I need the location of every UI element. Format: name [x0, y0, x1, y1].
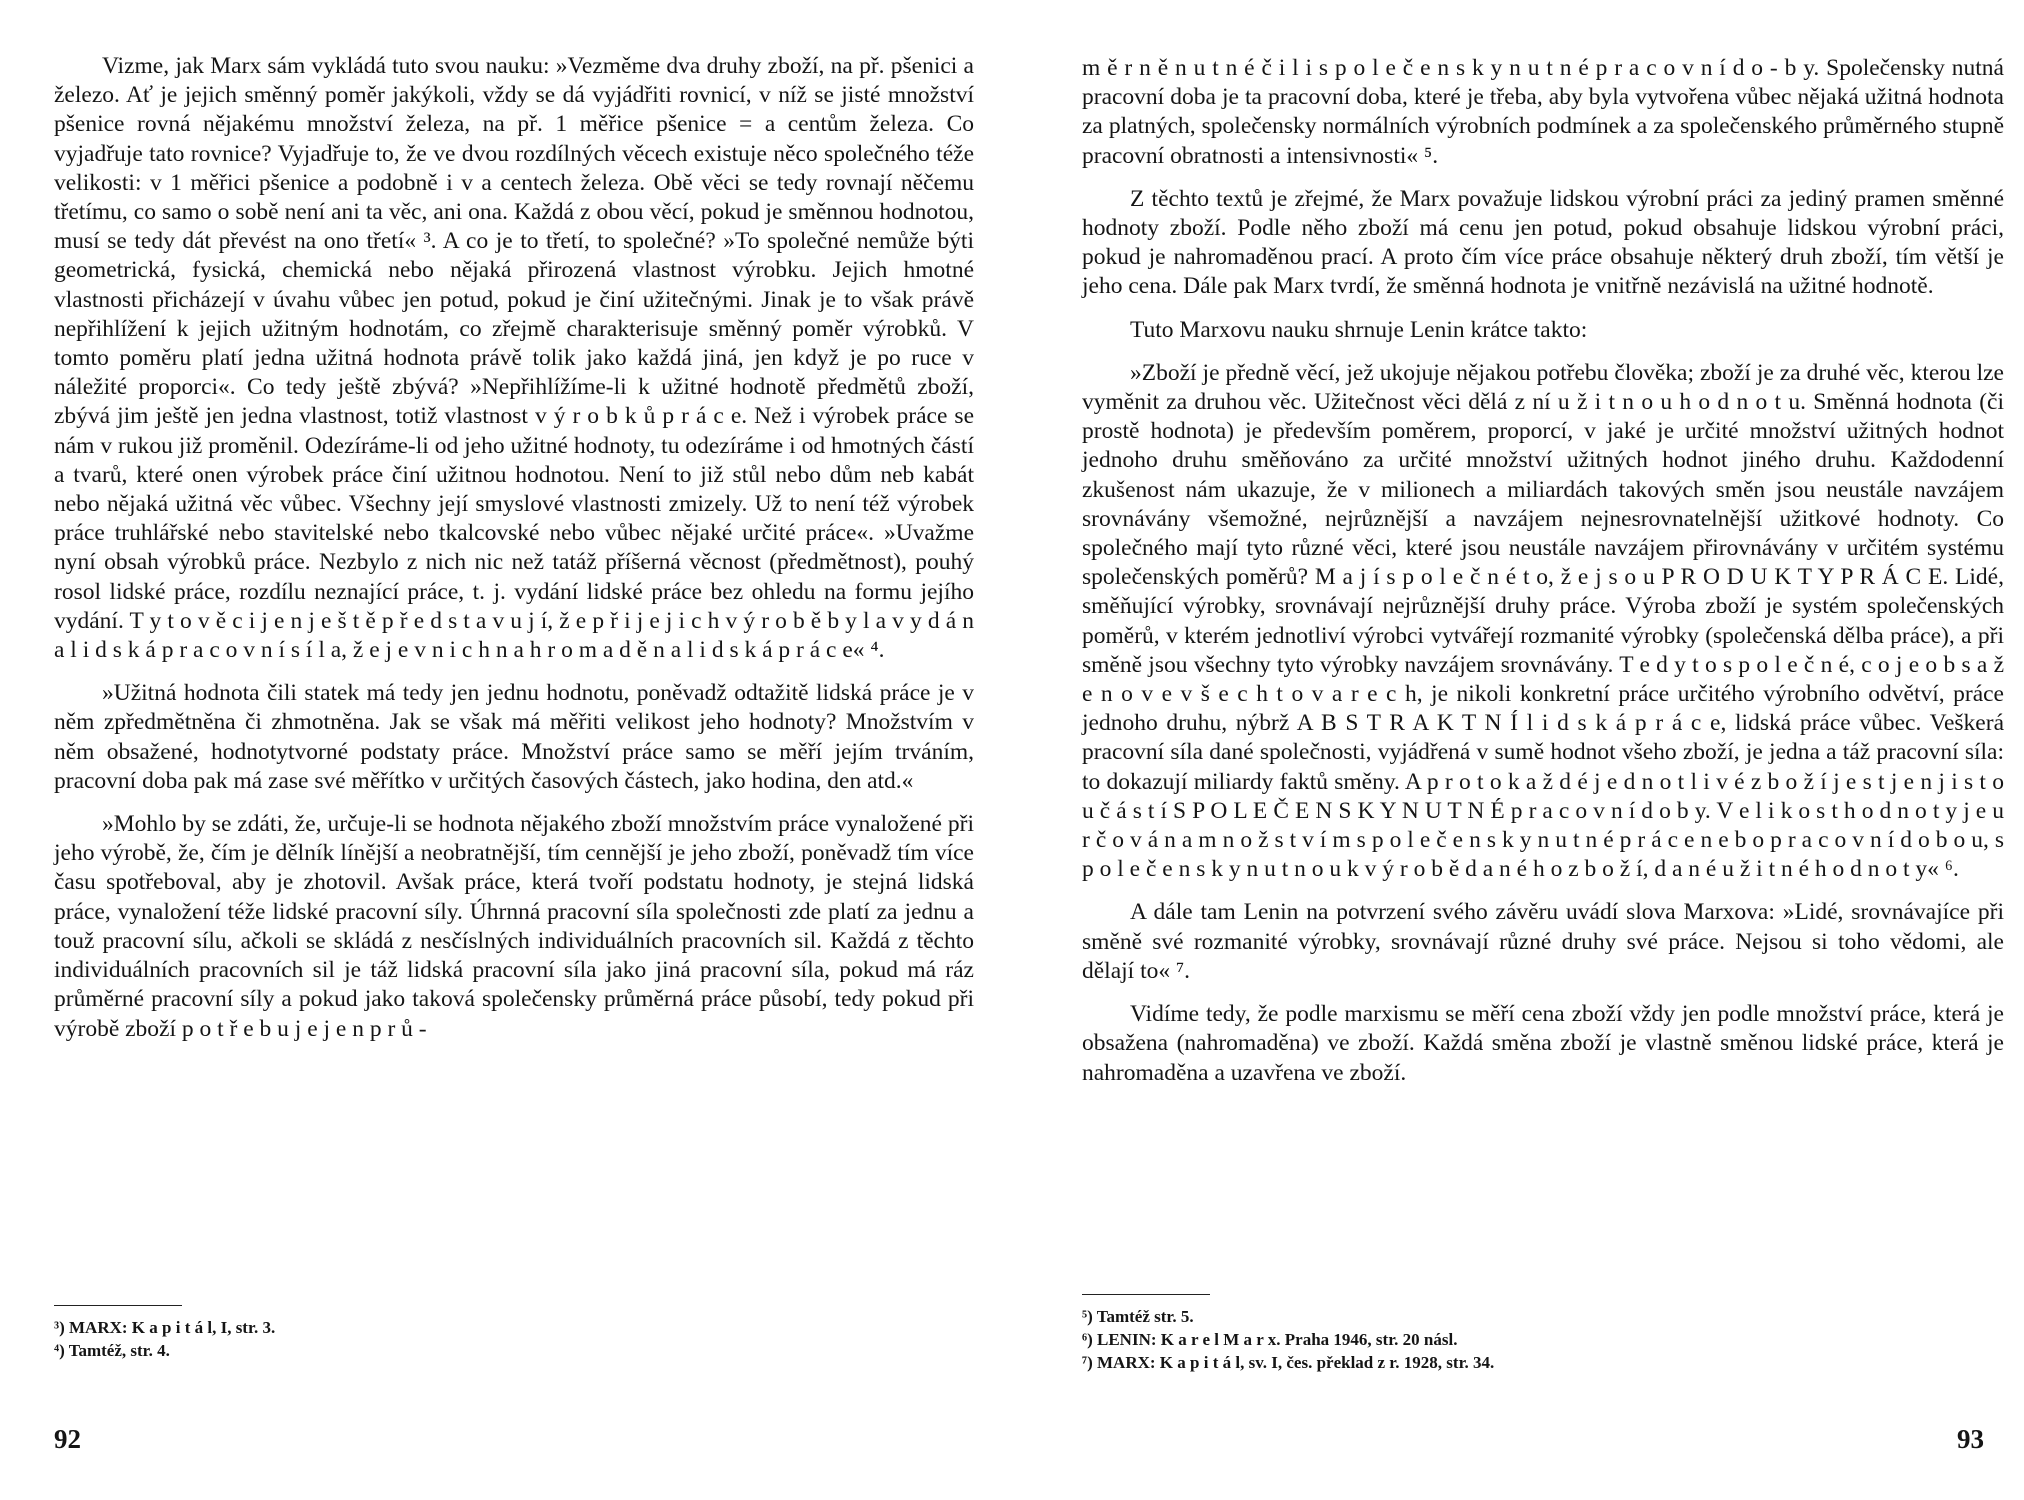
footnote-3: ³) MARX: K a p i t á l, I, str. 3. [54, 1318, 276, 1337]
right-paragraph-3: Tuto Marxovu nauku shrnuje Lenin krátce takto: [1130, 316, 1588, 343]
left-page-number: 92 [54, 1424, 81, 1454]
footnote-7: ⁷) MARX: K a p i t á l, sv. I, čes. překlad z r. 1928, str. 34. [1082, 1353, 1495, 1372]
footnote-divider [1082, 1294, 1210, 1295]
right-paragraph-1: m ě r n ě n u t n é č i l i s p o l e č e n s k y n u t n é p r a c o v n í d o - b y. Společensky nutná pracovní doba je ta pracovní doba, které je třeba, aby byla vytvořena vůbec nějaká užitná hodnota za platných, společensky normálních výrobních podmínek a za společenského průměrného stupně pracovní obratnosti a intensivnosti« ⁵. [1082, 55, 2004, 169]
right-footnotes [1082, 1294, 1782, 1374]
footnote-4: ⁴) Tamtéž, str. 4. [54, 1341, 170, 1360]
left-page-body [54, 52, 974, 1058]
right-paragraph-5: A dále tam Lenin na potvrzení svého závěru uvádí slova Marxova: »Lidé, srovnávajíce při směně své rozmanité výrobky, srovnávají různé druhy své práce. Nejsou si toho vědomi, ale dělají to« ⁷. [1082, 899, 2004, 984]
left-footnotes [54, 1305, 754, 1362]
right-page-number: 93 [1957, 1424, 1984, 1454]
right-page-body [1082, 54, 2004, 1102]
left-paragraph-3: »Mohlo by se zdáti, že, určuje-li se hodnota nějakého zboží množstvím práce vynaložené při jeho výrobě, že, čím je dělník línější a neobratnější, tím cennější je jeho zboží, poněvadž tím více času spotřeboval, aby je zhotovil. Avšak práce, která tvoří podstatu hodnoty, je stejná lidská práce, vynaložení téže lidské pracovní síly. Úhrnná pracovní síla společnosti zde platí za jednu a touž pracovní sílu, ačkoli se skládá z nesčíslných individuálních pracovních sil. Každá z těchto individuálních pracovních sil je táž lidská pracovní síla jako jiná pracovní síla, pokud má ráz průměrné pracovní síly a pokud jako taková společensky průměrná práce působí, tedy pokud při výrobě zboží p o t ř e b u j e j e n p r ů - [54, 811, 974, 1042]
footnote-divider [54, 1305, 182, 1306]
right-page [1012, 0, 2024, 1500]
footnote-6: ⁶) LENIN: K a r e l M a r x. Praha 1946, str. 20 násl. [1082, 1330, 1458, 1349]
right-paragraph-6: Vidíme tedy, že podle marxismu se měří cena zboží vždy jen podle množství práce, která je obsažena (nahromaděna) ve zboží. Každá směna zboží je vlastně směnou lidské práce, která je nahromaděna a uzavřena ve zboží. [1082, 1001, 2004, 1086]
left-paragraph-1: Vizme, jak Marx sám vykládá tuto svou nauku: »Vezměme dva druhy zboží, na př. pšenici a železo. Ať je jejich směnný poměr jakýkoli, vždy se dá vyjádřiti rovnicí, v níž se jisté množství pšenice rovná nějakému množství železa, na př. 1 měřice pšenice = a centům železa. Co vyjadřuje tato rovnice? Vyjadřuje to, že ve dvou rozdílných věcech existuje něco společného téže velikosti: v 1 měřici pšenice a podobně i v a centech železa. Obě věci se tedy rovnají něčemu třetímu, co samo o sobě není ani ta věc, ani ona. Každá z obou věcí, pokud je směnnou hodnotou, musí se tedy dát převést na ono třetí« ³. A co je to třetí, to společné? »To společné nemůže býti geometrická, fysická, chemická nebo nějaká přirozená vlastnost výrobku. Jejich hmotné vlastnosti přicházejí v úvahu vůbec jen potud, pokud je činí užitečnými. Jinak je to však právě nepřihlížení k jejich užitným hodnotám, co zřejmě charakterisuje směnný poměr výrobků. V tomto poměru platí jedna užitná hodnota právě tolik jako každá jiná, jen když je po ruce v náležité proporci«. Co tedy ještě zbývá? »Nepřihlížíme-li k užitné hodnotě předmětů zboží, zbývá jim ještě jen jedna vlastnost, totiž vlastnost v ý r o b k ů p r á c e. Než i výrobek práce se nám v rukou již proměnil. Odezíráme-li od jeho užitné hodnoty, tu odezíráme i od hmotných částí a tvarů, které onen výrobek práce činí užitnou hodnotou. Není to již stůl nebo dům neb kabát nebo nějaká užitná věc vůbec. Všechny její smyslové vlastnosti zmizely. Už to není též výrobek práce truhlářské nebo stavitelské nebo tkalcovské nebo vůbec nějaké určité práce«. »Uvažme nyní obsah výrobků práce. Nezbylo z nich nic než tatáž příšerná věcnost (předmětnost), pouhý rosol lidské práce, rozdílu neznající práce, t. j. vydání lidské práce bez ohledu na formu jejího vydání. T y t o v ě c i j e n j e š t ě p ř e d s t a v u j í, ž e p ř i j e j i c h v ý r o b ě b y l a v y d á n a l i d s k á p r a c o v n í s í l a, ž e j e v n i c h n a h r o m a d ě n a l i d s k á p r á c e« ⁴. [54, 53, 974, 664]
right-paragraph-2: Z těchto textů je zřejmé, že Marx považuje lidskou výrobní práci za jediný pramen směnné hodnoty zboží. Podle něho zboží má cenu jen potud, pokud obsahuje lidskou výrobní práci, pokud je nahromaděnou prací. A proto čím více práce obsahuje některý druh zboží, tím větší je jeho cena. Dále pak Marx tvrdí, že směnná hodnota je vnitřně nezávislá na užitné hodnotě. [1082, 185, 2004, 300]
right-paragraph-4: »Zboží je předně věcí, jež ukojuje nějakou potřebu člověka; zboží je za druhé věc, kterou lze vyměnit za druhou věc. Užitečnost věci dělá z ní u ž i t n o u h o d n o t u. Směnná hodnota (či prostě hodnota) je především poměrem, proporcí, v jaké je určité množství užitných hodnot jednoho druhu směňováno za určité množství užitných hodnot jiného druhu. Každodenní zkušenost nám ukazuje, že v milionech a miliardách takových směn jsou neustále navzájem srovnávány všemožné, nejrůznější a navzájem nejnesrovnatelnější užitkové hodnoty. Co společného mají tyto různé věci, které jsou neustále navzájem přirovnávány v určitém systému společenských poměrů? M a j í s p o l e č n é t o, ž e j s o u P R O D U K T Y P R Á C E. Lidé, směňující výrobky, srovnávají nejrůznější druhy práce. Výroba zboží je systém společenských poměrů, v kterém jednotliví výrobci vytvářejí rozmanité výrobky (společenská dělba práce), a při směně jsou všechny tyto výrobky navzájem srovnávány. T e d y t o s p o l e č n é, c o j e o b s a ž e n o v e v š e c h t o v a r e c h, je nikoli konkretní práce určitého výrobního odvětví, práce jednoho druhu, nýbrž A B S T R A K T N Í l i d s k á p r á c e, lidská práce vůbec. Veškerá pracovní síla dané společnosti, vyjádřená v sumě hodnot všeho zboží, je jedna a táž pracovní síla: to dokazují miliardy faktů směny. A p r o t o k a ž d é j e d n o t l i v é z b o ž í j e s t j e n j i s t o u č á s t í S P O L E Č E N S K Y N U T N É p r a c o v n í d o b y. V e l i k o s t h o d n o t y j e u r č o v á n a m n o ž s t v í m s p o l e č e n s k y n u t n é p r á c e n e b o p r a c o v n í d o b o u, s p o l e č e n s k y n u t n o u k v ý r o b ě d a n é h o z b o ž í, d a n é u ž i t n é h o d n o t y« ⁶. [1082, 359, 2004, 883]
footnote-5: ⁵) Tamtéž str. 5. [1082, 1307, 1194, 1326]
left-paragraph-2: »Užitná hodnota čili statek má tedy jen jednu hodnotu, poněvadž odtažitě lidská práce je v něm zpředmětněna či zhmotněna. Jak se však má měřiti velikost jeho hodnoty? Množstvím v něm obsažené, hodnotytvorné podstaty práce. Množství práce samo se měří jejím trváním, pracovní doba pak má zase své měřítko v určitých časových částech, jako hodina, den atd.« [54, 680, 974, 794]
